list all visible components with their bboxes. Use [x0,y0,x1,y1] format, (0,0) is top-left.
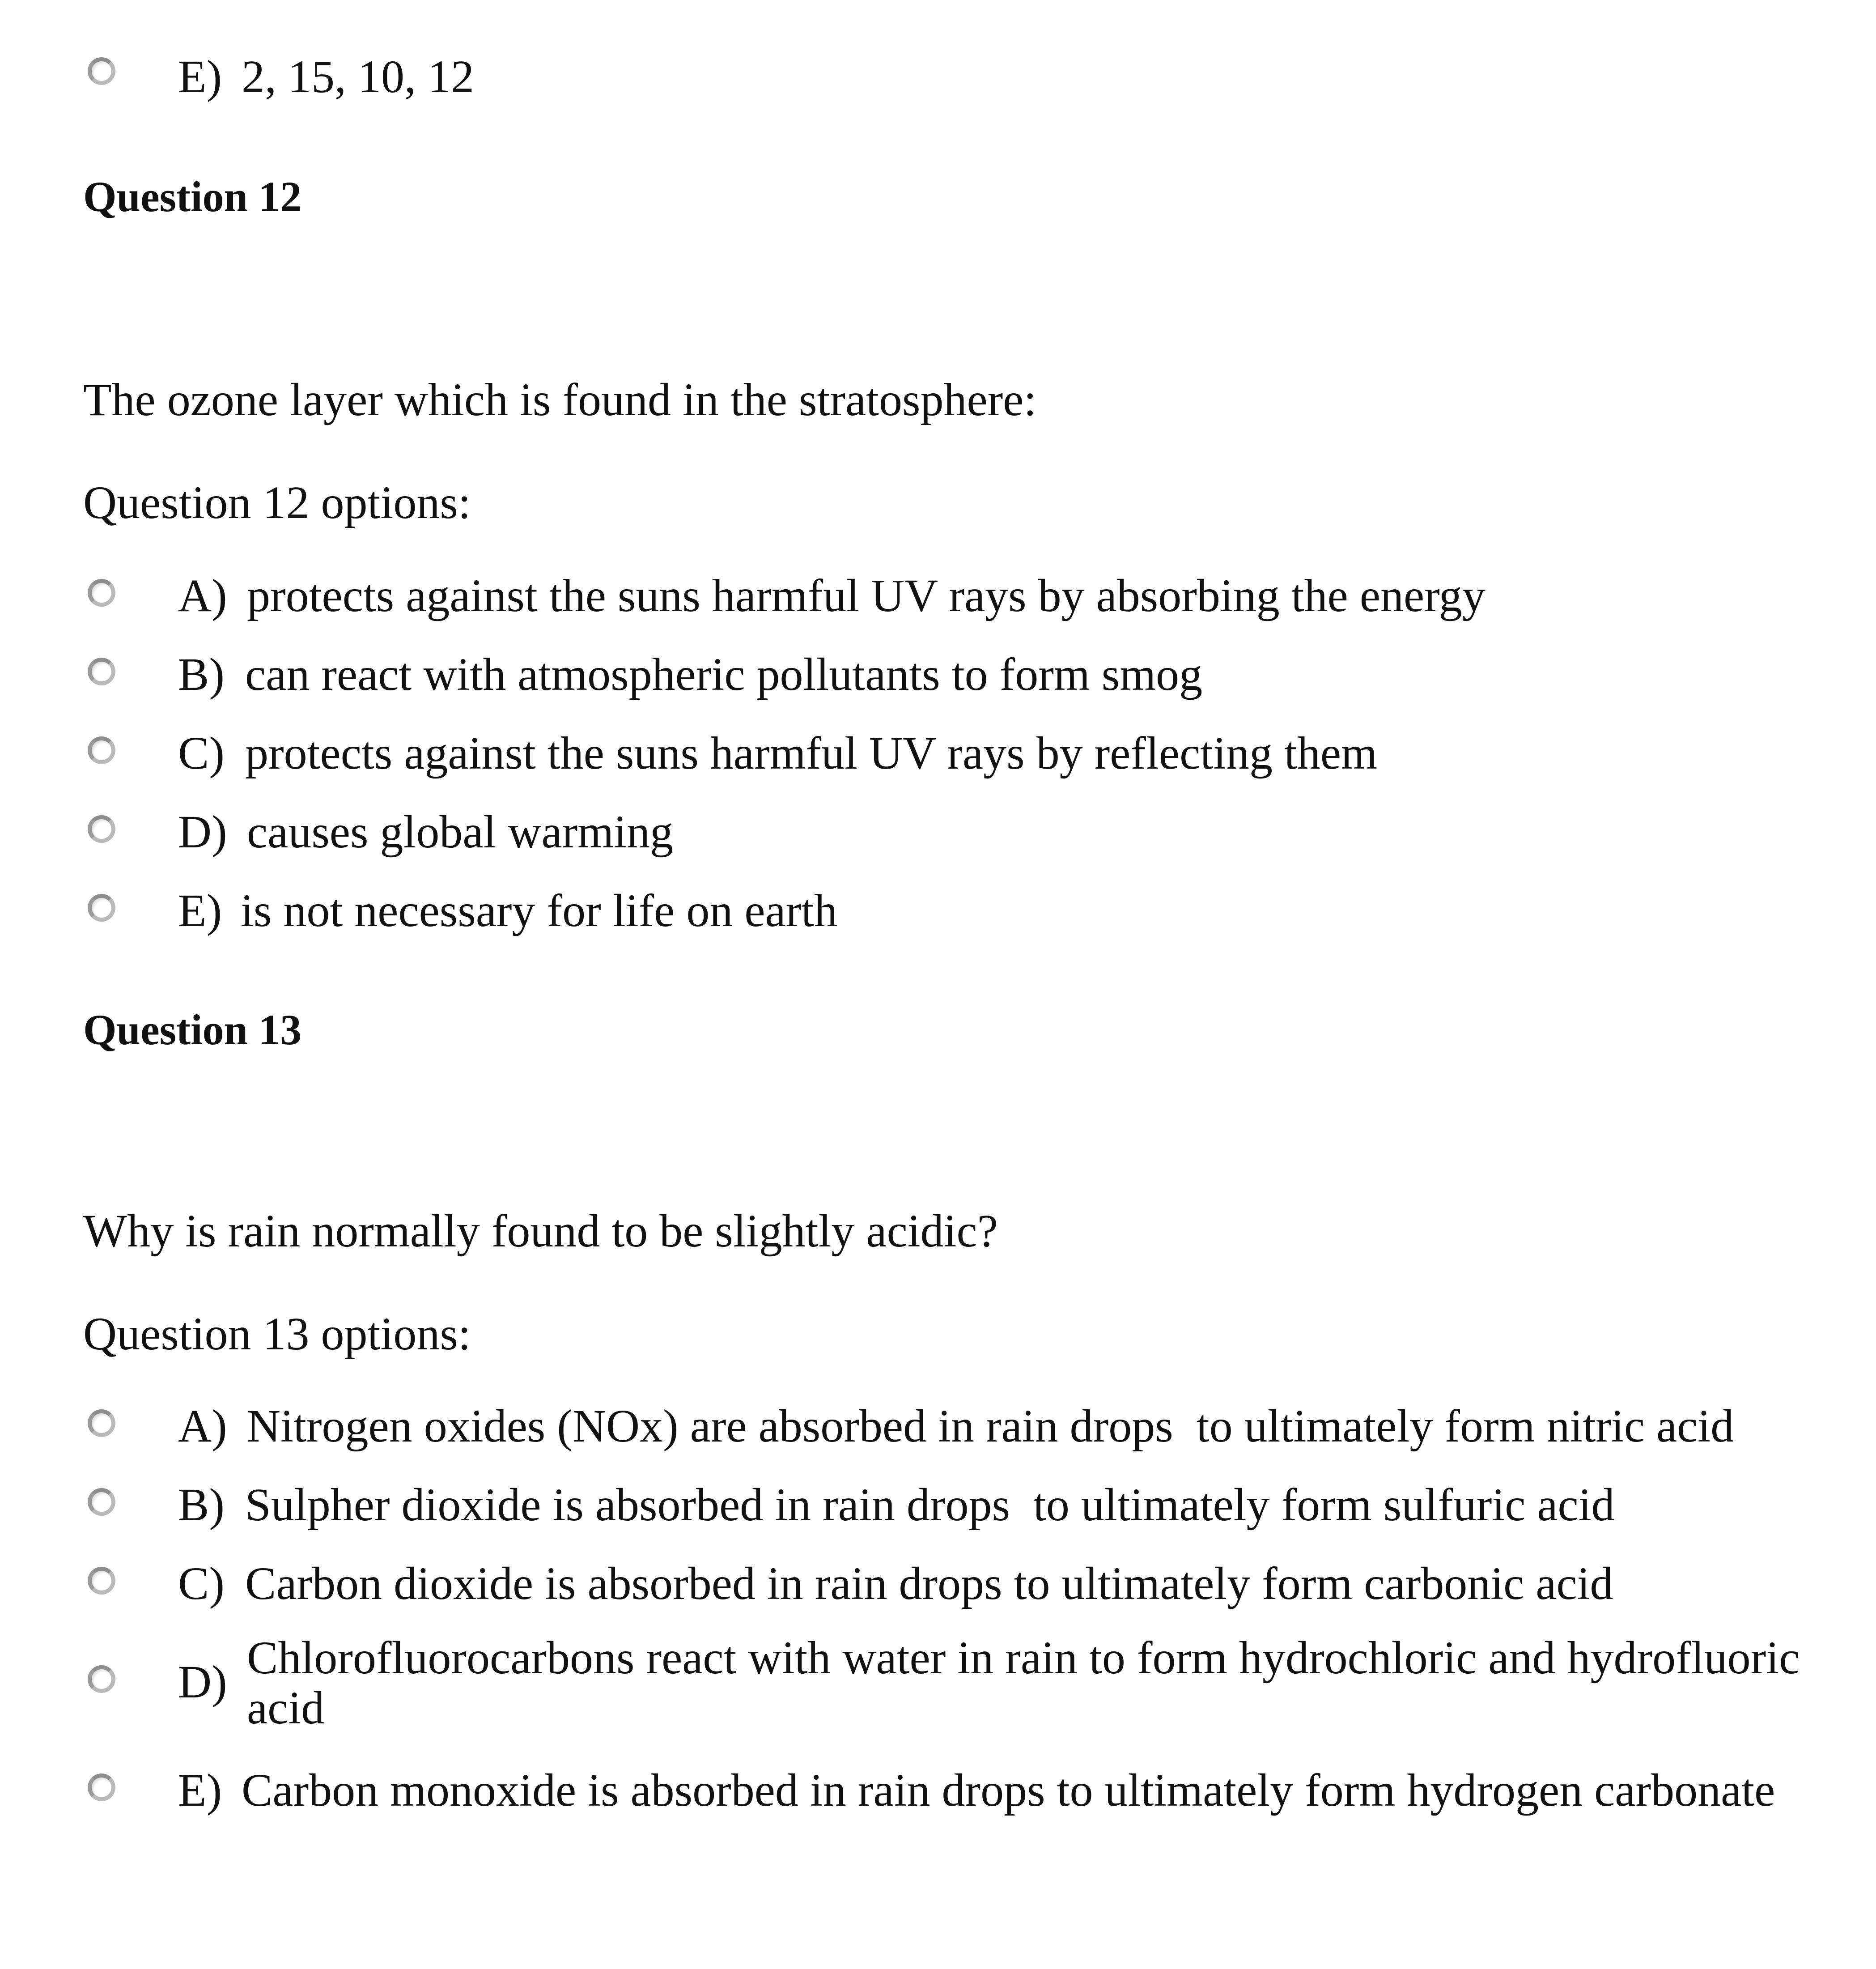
question-13-heading: Question 13 [83,1006,302,1054]
q12-option-b-letter: B) [178,649,225,700]
radio-button-q12-d[interactable] [88,815,115,843]
q13-option-d-text-line2: acid [247,1682,325,1734]
radio-button-q12-b[interactable] [88,658,115,685]
q13-option-e-text: Carbon monoxide is absorbed in rain drops to ultimately form hydrogen carbonate [242,1765,1775,1816]
radio-button-prev-e[interactable] [88,57,115,85]
q12-option-e-text: is not necessary for life on earth [241,885,838,936]
q13-option-b-text: Sulpher dioxide is absorbed in rain drops to ultimately form sulfuric acid [245,1479,1615,1531]
radio-button-q12-a[interactable] [88,579,115,607]
radio-button-q13-a[interactable] [88,1409,115,1437]
prev-option-e-text: 2, 15, 10, 12 [242,51,474,102]
radio-button-q13-b[interactable] [88,1488,115,1516]
radio-button-q12-e[interactable] [88,894,115,922]
q13-option-d-text-line1: Chlorofluorocarbons react with water in rain to form hydrochloric and hydrofluoric [247,1632,1800,1684]
q12-option-c-letter: C) [178,727,225,779]
q13-option-c-letter: C) [178,1558,225,1609]
q13-option-e-letter: E) [178,1765,222,1816]
radio-button-q12-c[interactable] [88,736,115,764]
q12-option-e-letter: E) [178,885,222,936]
question-12-prompt: The ozone layer which is found in the stratosphere: [83,374,1037,425]
question-13-prompt: Why is rain normally found to be slightly acidic? [83,1205,998,1257]
q13-option-d-letter: D) [178,1656,227,1708]
q12-option-b-text: can react with atmospheric pollutants to form smog [245,649,1203,700]
q13-option-b-letter: B) [178,1479,225,1531]
radio-button-q13-c[interactable] [88,1567,115,1595]
question-13-options-label: Question 13 options: [83,1308,471,1360]
question-12-options-label: Question 12 options: [83,477,471,528]
q13-option-a-letter: A) [178,1400,227,1452]
q12-option-c-text: protects against the suns harmful UV rays by reflecting them [245,727,1377,779]
q13-option-a-text: Nitrogen oxides (NOx) are absorbed in rain drops to ultimately form nitric acid [247,1400,1734,1452]
question-12-heading: Question 12 [83,173,302,221]
q12-option-a-text: protects against the suns harmful UV rays by absorbing the energy [247,570,1486,621]
prev-option-e-letter: E) [178,51,222,102]
q12-option-d-text: causes global warming [247,806,674,858]
q12-option-a-letter: A) [178,570,227,621]
radio-button-q13-e[interactable] [88,1773,115,1801]
q12-option-d-letter: D) [178,806,227,858]
q13-option-c-text: Carbon dioxide is absorbed in rain drops to ultimately form carbonic acid [245,1558,1613,1609]
radio-button-q13-d[interactable] [88,1665,115,1693]
